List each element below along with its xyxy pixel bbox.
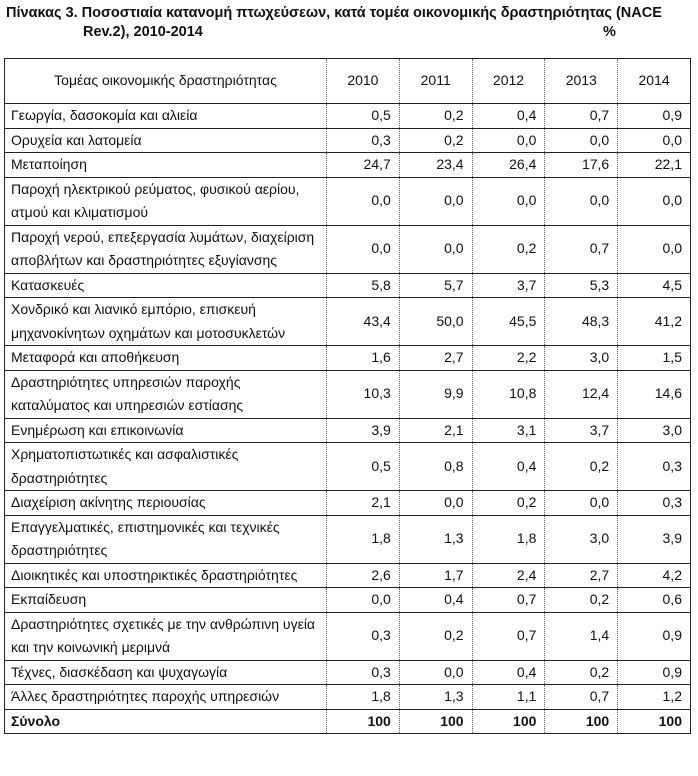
table-row [5,104,691,129]
value-cell: 0,5 [327,443,400,491]
table-row [5,660,691,685]
value-cell: 0,2 [472,225,545,273]
value-cell: 2,2 [472,346,545,371]
table-row [5,273,691,298]
value-cell: 1,3 [399,685,472,710]
value-cell: 0,4 [399,588,472,613]
value-cell: 0,0 [618,128,691,153]
value-cell: 0,0 [472,177,545,225]
value-cell: 3,7 [545,418,618,443]
value-cell: 0,0 [545,491,618,516]
table-row [5,298,691,346]
value-cell: 0,3 [327,612,400,660]
sector-cell: Παροχή νερού, επεξεργασία λυμάτων, διαχείριση αποβλήτων και δραστηριότητες εξυγίανσης [5,225,327,273]
value-cell: 5,7 [399,273,472,298]
value-cell: 3,0 [545,346,618,371]
table-title-line1: Πίνακας 3. Ποσοστιαία κατανομή πτωχεύσεων, κατά τομέα οικονομικής δραστηριότητας (NACE [6,5,662,21]
value-cell: 0,4 [472,104,545,129]
value-cell: 0,2 [545,588,618,613]
value-cell: 0,0 [545,177,618,225]
value-cell: 0,3 [618,443,691,491]
value-cell: 3,1 [472,418,545,443]
value-cell: 1,3 [399,515,472,563]
sector-cell: Άλλες δραστηριότητες παροχής υπηρεσιών [5,685,327,710]
value-cell: 0,6 [618,588,691,613]
sector-cell: Διοικητικές και υποστηρικτικές δραστηριότητες [5,563,327,588]
value-cell: 1,8 [472,515,545,563]
total-value-cell: 100 [472,709,545,734]
value-cell: 23,4 [399,153,472,178]
table-row [5,128,691,153]
year-column-header: 2014 [618,59,691,104]
value-cell: 3,9 [327,418,400,443]
value-cell: 4,2 [618,563,691,588]
value-cell: 3,9 [618,515,691,563]
value-cell: 43,4 [327,298,400,346]
table-row [5,225,691,273]
unit-label: % [603,24,616,40]
distribution-table [4,58,691,734]
value-cell: 1,7 [399,563,472,588]
year-column-header: 2013 [545,59,618,104]
table-row [5,588,691,613]
value-cell: 1,8 [327,685,400,710]
value-cell: 3,0 [618,418,691,443]
table-row [5,491,691,516]
value-cell: 17,6 [545,153,618,178]
value-cell: 0,0 [327,225,400,273]
table-body [5,104,691,734]
value-cell: 0,3 [618,491,691,516]
value-cell: 2,6 [327,563,400,588]
value-cell: 0,2 [472,491,545,516]
sector-cell: Παροχή ηλεκτρικού ρεύματος, φυσικού αερίου, ατμού και κλιματισμού [5,177,327,225]
value-cell: 0,2 [399,612,472,660]
value-cell: 0,0 [399,660,472,685]
value-cell: 2,7 [399,346,472,371]
value-cell: 0,9 [618,612,691,660]
value-cell: 0,0 [545,128,618,153]
value-cell: 0,7 [545,685,618,710]
value-cell: 2,7 [545,563,618,588]
value-cell: 0,0 [618,225,691,273]
value-cell: 48,3 [545,298,618,346]
value-cell: 0,9 [618,104,691,129]
value-cell: 0,7 [472,588,545,613]
value-cell: 12,4 [545,370,618,418]
table-title-line2-text: Rev.2), 2010-2014 [83,24,203,40]
sector-cell: Ενημέρωση και επικοινωνία [5,418,327,443]
value-cell: 10,3 [327,370,400,418]
total-value-cell: 100 [618,709,691,734]
total-label: Σύνολο [5,709,327,734]
value-cell: 2,1 [399,418,472,443]
value-cell: 0,4 [472,660,545,685]
table-row [5,443,691,491]
total-value-cell: 100 [399,709,472,734]
value-cell: 3,0 [545,515,618,563]
table-row [5,563,691,588]
value-cell: 45,5 [472,298,545,346]
table-row [5,346,691,371]
sector-cell: Τέχνες, διασκέδαση και ψυχαγωγία [5,660,327,685]
total-row [5,709,691,734]
sector-cell: Διαχείριση ακίνητης περιουσίας [5,491,327,516]
sector-cell: Δραστηριότητες σχετικές με την ανθρώπινη υγεία και την κοινωνική μεριμνά [5,612,327,660]
sector-column-header: Τομέας οικονομικής δραστηριότητας [5,59,327,104]
value-cell: 0,0 [327,588,400,613]
value-cell: 24,7 [327,153,400,178]
value-cell: 0,0 [399,491,472,516]
table-row [5,612,691,660]
sector-cell: Χονδρικό και λιανικό εμπόριο, επισκευή μηχανοκίνητων οχημάτων και μοτοσυκλετών [5,298,327,346]
total-value-cell: 100 [327,709,400,734]
value-cell: 3,7 [472,273,545,298]
sector-cell: Χρηματοπιστωτικές και ασφαλιστικές δραστηριότητες [5,443,327,491]
year-column-header: 2010 [327,59,400,104]
value-cell: 0,9 [618,660,691,685]
table-row [5,177,691,225]
value-cell: 22,1 [618,153,691,178]
sector-cell: Εκπαίδευση [5,588,327,613]
value-cell: 0,7 [545,225,618,273]
value-cell: 0,0 [399,225,472,273]
value-cell: 9,9 [399,370,472,418]
sector-cell: Δραστηριότητες υπηρεσιών παροχής καταλύματος και υπηρεσιών εστίασης [5,370,327,418]
table-title-line2 [6,23,686,42]
value-cell: 2,1 [327,491,400,516]
value-cell: 0,0 [618,177,691,225]
value-cell: 1,8 [327,515,400,563]
value-cell: 1,5 [618,346,691,371]
value-cell: 14,6 [618,370,691,418]
total-value-cell: 100 [545,709,618,734]
value-cell: 0,0 [399,177,472,225]
header-row [5,59,691,104]
value-cell: 0,2 [399,128,472,153]
value-cell: 0,2 [545,660,618,685]
value-cell: 1,4 [545,612,618,660]
value-cell: 2,4 [472,563,545,588]
value-cell: 0,2 [399,104,472,129]
table-row [5,685,691,710]
sector-cell: Κατασκευές [5,273,327,298]
sector-cell: Μεταφορά και αποθήκευση [5,346,327,371]
value-cell: 26,4 [472,153,545,178]
value-cell: 0,7 [545,104,618,129]
value-cell: 1,6 [327,346,400,371]
table-row [5,515,691,563]
value-cell: 0,7 [472,612,545,660]
table-title [6,4,686,42]
sector-cell: Ορυχεία και λατομεία [5,128,327,153]
value-cell: 4,5 [618,273,691,298]
value-cell: 0,0 [327,177,400,225]
sector-cell: Γεωργία, δασοκομία και αλιεία [5,104,327,129]
value-cell: 41,2 [618,298,691,346]
value-cell: 0,0 [472,128,545,153]
value-cell: 0,5 [327,104,400,129]
value-cell: 1,2 [618,685,691,710]
year-column-header: 2012 [472,59,545,104]
value-cell: 10,8 [472,370,545,418]
value-cell: 5,3 [545,273,618,298]
value-cell: 0,3 [327,660,400,685]
table-row [5,370,691,418]
value-cell: 1,1 [472,685,545,710]
table-row [5,153,691,178]
value-cell: 0,8 [399,443,472,491]
value-cell: 0,4 [472,443,545,491]
sector-cell: Μεταποίηση [5,153,327,178]
value-cell: 5,8 [327,273,400,298]
table-row [5,418,691,443]
year-column-header: 2011 [399,59,472,104]
value-cell: 0,2 [545,443,618,491]
value-cell: 50,0 [399,298,472,346]
value-cell: 0,3 [327,128,400,153]
sector-cell: Επαγγελματικές, επιστημονικές και τεχνικές δραστηριότητες [5,515,327,563]
